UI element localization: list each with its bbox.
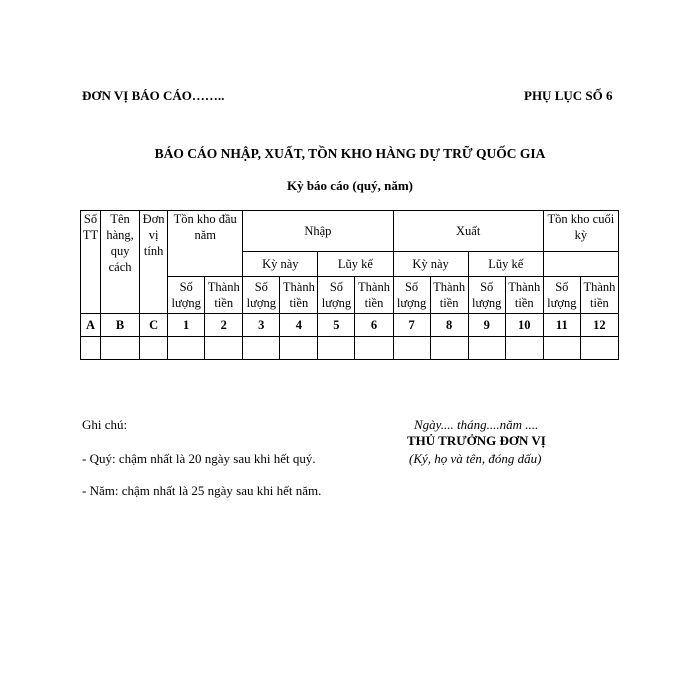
- empty-cell: [580, 337, 618, 360]
- header-item-name: Tên hàng, quy cách: [101, 211, 140, 314]
- header-quantity: Số lượng: [543, 277, 580, 314]
- column-code: 3: [243, 314, 280, 337]
- column-code: 6: [355, 314, 393, 337]
- empty-cell: [318, 337, 355, 360]
- header-amount: Thành tiền: [580, 277, 618, 314]
- column-code: B: [101, 314, 140, 337]
- column-code: 9: [468, 314, 505, 337]
- column-code: 11: [543, 314, 580, 337]
- header-export-period: Kỳ này: [393, 252, 468, 277]
- header-quantity: Số lượng: [168, 277, 205, 314]
- column-code: 10: [505, 314, 543, 337]
- header-import: Nhập: [243, 211, 393, 252]
- column-code: C: [140, 314, 168, 337]
- notes-label: Ghi chú:: [82, 417, 128, 432]
- header-import-period: Kỳ này: [243, 252, 318, 277]
- header-quantity: Số lượng: [393, 277, 430, 314]
- empty-cell: [101, 337, 140, 360]
- empty-cell: [468, 337, 505, 360]
- report-period: Kỳ báo cáo (quý, năm): [286, 178, 414, 193]
- empty-cell: [430, 337, 468, 360]
- appendix-number: PHỤ LỤC SỐ 6: [524, 88, 613, 103]
- header-import-cumulative: Lũy kế: [318, 252, 393, 277]
- empty-cell: [168, 337, 205, 360]
- document-title: BÁO CÁO NHẬP, XUẤT, TỒN KHO HÀNG DỰ TRỮ QUỐC GIA: [154, 146, 546, 161]
- empty-cell: [505, 337, 543, 360]
- empty-cell: [280, 337, 318, 360]
- signature-title: THỦ TRƯỞNG ĐƠN VỊ: [407, 433, 546, 448]
- header-export-cumulative: Lũy kế: [468, 252, 543, 277]
- header-amount: Thành tiền: [205, 277, 243, 314]
- header-closing-blank: [543, 252, 618, 277]
- column-code: 4: [280, 314, 318, 337]
- note-annual: - Năm: chậm nhất là 25 ngày sau khi hết năm.: [82, 483, 322, 498]
- empty-cell: [355, 337, 393, 360]
- empty-cell: [393, 337, 430, 360]
- header-opening-stock: Tồn kho đầu năm: [168, 211, 243, 277]
- column-code: 2: [205, 314, 243, 337]
- inventory-report-table: [80, 210, 619, 360]
- empty-cell: [543, 337, 580, 360]
- reporting-unit-label: ĐƠN VỊ BÁO CÁO……..: [82, 88, 225, 103]
- signature-instruction: (Ký, họ và tên, đóng dấu): [409, 451, 542, 466]
- header-amount: Thành tiền: [505, 277, 543, 314]
- header-amount: Thành tiền: [430, 277, 468, 314]
- header-closing-stock: Tồn kho cuối kỳ: [543, 211, 618, 252]
- empty-cell: [243, 337, 280, 360]
- header-export: Xuất: [393, 211, 543, 252]
- empty-cell: [81, 337, 101, 360]
- column-code: 12: [580, 314, 618, 337]
- column-code: A: [81, 314, 101, 337]
- note-quarterly: - Quý: chậm nhất là 20 ngày sau khi hết quý.: [82, 451, 316, 466]
- empty-cell: [205, 337, 243, 360]
- header-stt: Số TT: [81, 211, 101, 314]
- signature-date: Ngày.... tháng....năm ....: [414, 417, 539, 432]
- header-amount: Thành tiền: [355, 277, 393, 314]
- empty-cell: [140, 337, 168, 360]
- column-code: 7: [393, 314, 430, 337]
- column-code: 5: [318, 314, 355, 337]
- column-code: 1: [168, 314, 205, 337]
- header-quantity: Số lượng: [318, 277, 355, 314]
- header-unit: Đơn vị tính: [140, 211, 168, 314]
- header-quantity: Số lượng: [243, 277, 280, 314]
- header-amount: Thành tiền: [280, 277, 318, 314]
- column-code: 8: [430, 314, 468, 337]
- header-quantity: Số lượng: [468, 277, 505, 314]
